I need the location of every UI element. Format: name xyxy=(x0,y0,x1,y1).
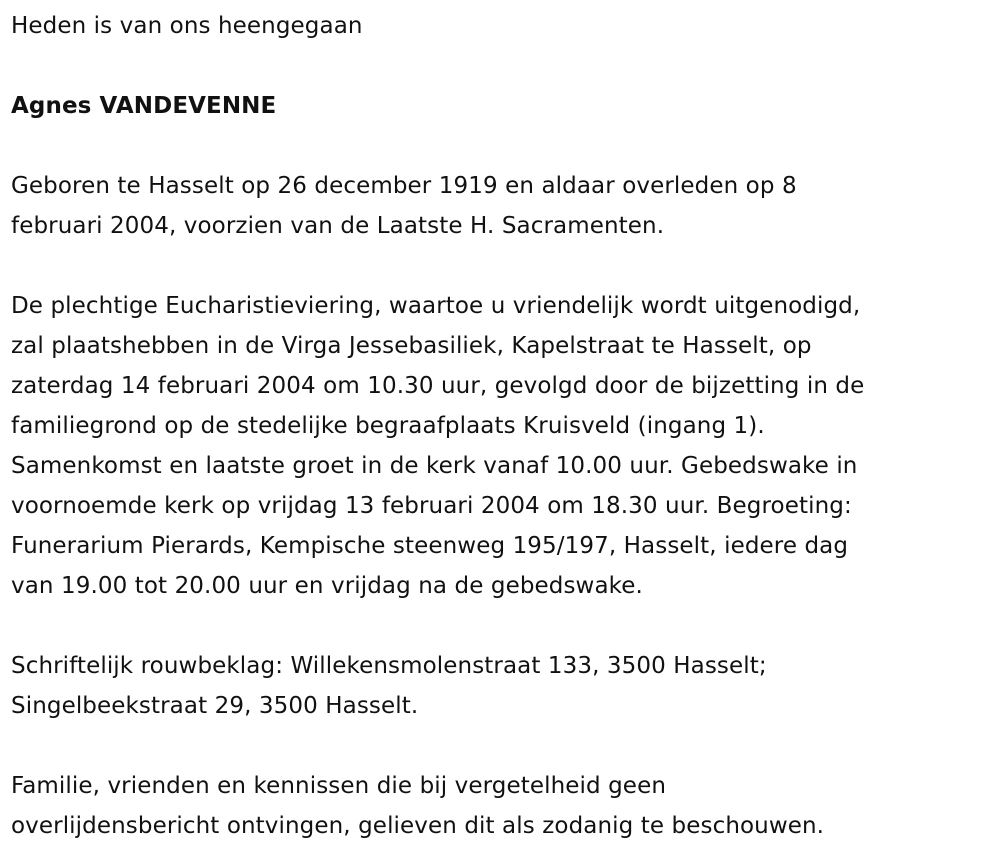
ceremony-paragraph xyxy=(11,286,991,606)
intro-line: Heden is van ons heengegaan xyxy=(11,13,363,39)
paragraph-line: voornoemde kerk op vrijdag 13 februari 2004 om 18.30 uur. Begroeting: xyxy=(11,493,852,519)
paragraph-line: Singelbeekstraat 29, 3500 Hasselt. xyxy=(11,693,419,719)
paragraph-line: familiegrond op de stedelijke begraafplaats Kruisveld (ingang 1). xyxy=(11,413,765,439)
obituary-notice xyxy=(11,6,991,846)
paragraph-line: Geboren te Hasselt op 26 december 1919 en aldaar overleden op 8 xyxy=(11,173,797,199)
paragraph-line: zal plaatshebben in de Virga Jessebasiliek, Kapelstraat te Hasselt, op xyxy=(11,333,812,359)
paragraph-line: Samenkomst en laatste groet in de kerk vanaf 10.00 uur. Gebedswake in xyxy=(11,453,858,479)
deceased-name: Agnes VANDEVENNE xyxy=(11,93,277,119)
paragraph-line: Schriftelijk rouwbeklag: Willekensmolenstraat 133, 3500 Hasselt; xyxy=(11,653,767,679)
paragraph-line: Familie, vrienden en kennissen die bij vergetelheid geen xyxy=(11,773,666,799)
spacer xyxy=(11,46,991,86)
spacer xyxy=(11,606,991,646)
paragraph-line: februari 2004, voorzien van de Laatste H. Sacramenten. xyxy=(11,213,665,239)
spacer xyxy=(11,246,991,286)
paragraph-line: zaterdag 14 februari 2004 om 10.30 uur, gevolgd door de bijzetting in de xyxy=(11,373,865,399)
paragraph-line: overlijdensbericht ontvingen, gelieven dit als zodanig te beschouwen. xyxy=(11,813,825,839)
spacer xyxy=(11,726,991,766)
paragraph-line: van 19.00 tot 20.00 uur en vrijdag na de gebedswake. xyxy=(11,573,643,599)
spacer xyxy=(11,126,991,166)
closing-paragraph xyxy=(11,766,991,846)
birth-death-paragraph xyxy=(11,166,991,246)
paragraph-line: Funerarium Pierards, Kempische steenweg 195/197, Hasselt, iedere dag xyxy=(11,533,849,559)
paragraph-line: De plechtige Eucharistieviering, waartoe u vriendelijk wordt uitgenodigd, xyxy=(11,293,861,319)
condolences-paragraph xyxy=(11,646,991,726)
